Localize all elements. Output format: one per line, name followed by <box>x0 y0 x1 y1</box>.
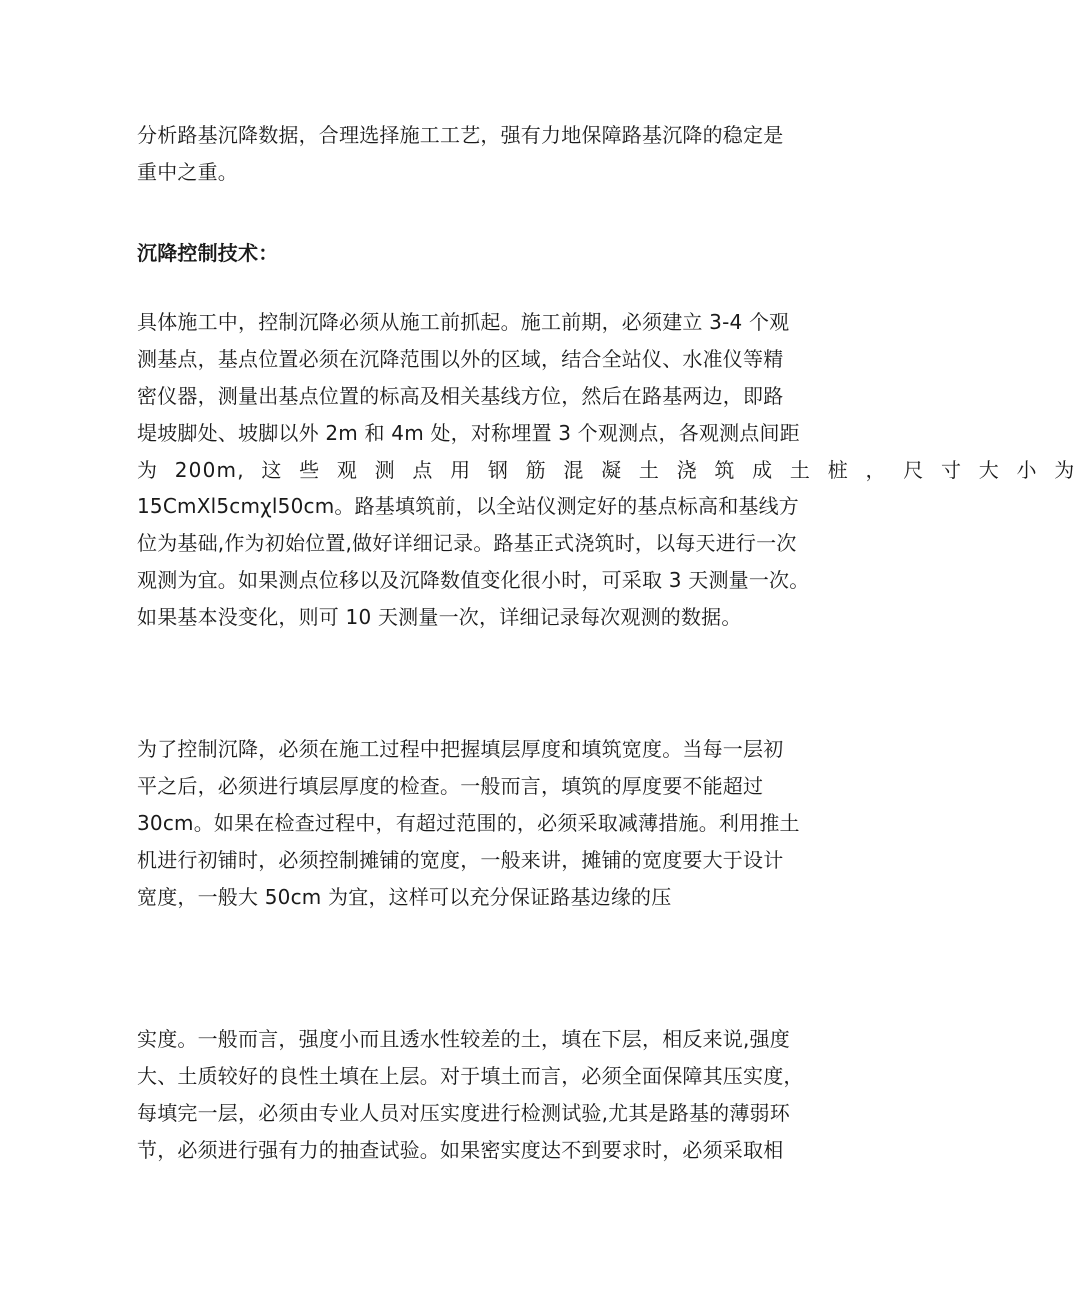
paragraph-layer-thickness <box>137 734 800 912</box>
paragraph-construction <box>137 307 1075 633</box>
text-line: 重中之重。 <box>137 160 238 184</box>
text-line: 节，必须进行强有力的抽查试验。如果密实度达不到要求时，必须采取相 <box>137 1137 784 1162</box>
text-line: 实度。一般而言，强度小而且透水性较差的土，填在下层，相反来说,强度 <box>137 1027 790 1051</box>
paragraph-compaction <box>137 1024 804 1166</box>
text-line: 宽度，一般大 50cm 为宜，这样可以充分保证路基边缘的压 <box>137 884 672 909</box>
heading-text: 沉降控制技术： <box>137 241 279 265</box>
text-line: 堤坡脚处、坡脚以外 2m 和 4m 处，对称埋置 3 个观测点，各观测点间距 <box>137 420 800 445</box>
text-line: 位为基础,作为初始位置,做好详细记录。路基正式浇筑时，以每天进行一次 <box>137 531 797 556</box>
text-line: 具体施工中，控制沉降必须从施工前抓起。施工前期，必须建立 3-4 个观 <box>137 310 790 334</box>
text-line: 分析路基沉降数据，合理选择施工工艺，强有力地保障路基沉降的稳定是 <box>137 123 784 147</box>
text-line: 为了控制沉降，必须在施工过程中把握填层厚度和填筑宽度。当每一层初 <box>137 737 784 761</box>
text-line: 密仪器，测量出基点位置的标高及相关基线方位，然后在路基两边，即路 <box>137 383 784 408</box>
text-line: 测基点，基点位置必须在沉降范围以外的区域，结合全站仪、水准仪等精 <box>137 346 784 371</box>
text-line: 15CmXl5cmχl50cm。路基填筑前，以全站仪测定好的基点标高和基线方 <box>137 494 799 519</box>
text-line: 机进行初铺时，必须控制摊铺的宽度，一般来讲，摊铺的宽度要大于设计 <box>137 847 784 872</box>
text-line: 平之后，必须进行填层厚度的检查。一般而言，填筑的厚度要不能超过 <box>137 773 764 798</box>
text-line: 30cm。如果在检查过程中，有超过范围的，必须采取减薄措施。利用推土 <box>137 810 800 835</box>
text-line: 观测为宜。如果测点位移以及沉降数值变化很小时，可采取 3 天测量一次。 <box>137 568 810 593</box>
text-line: 为 200m, 这 些 观 测 点 用 钢 筋 混 凝 土 浇 筑 成 土 桩 ， 尺 寸 大 小 为 <box>137 457 1075 482</box>
paragraph-intro <box>137 120 783 188</box>
text-line: 大、土质较好的良性土填在上层。对于填土而言，必须全面保障其压实度， <box>137 1063 804 1088</box>
text-line: 如果基本没变化，则可 10 天测量一次，详细记录每次观测的数据。 <box>137 605 742 630</box>
text-line: 每填完一层，必须由专业人员对压实度进行检测试验,尤其是路基的薄弱环 <box>137 1100 790 1125</box>
section-heading <box>137 238 278 269</box>
